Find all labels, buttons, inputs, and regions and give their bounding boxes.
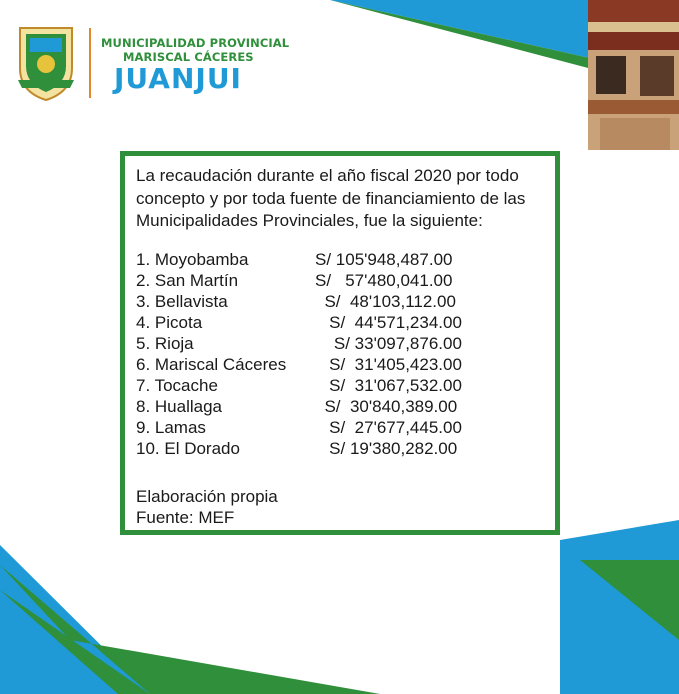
revenue-amount: S/ 44'571,234.00 (315, 313, 462, 332)
revenue-list (136, 250, 554, 460)
municipality-name: 9. Lamas (136, 418, 206, 437)
municipality-name: 10. El Dorado (136, 439, 240, 458)
municipality-name: 2. San Martín (136, 271, 239, 290)
revenue-amount: S/ 27'677,445.00 (315, 418, 462, 437)
list-item (136, 439, 554, 460)
footer-line-2: Fuente: MEF (136, 508, 235, 527)
revenue-amount: S/ 33'097,876.00 (315, 334, 462, 353)
revenue-amount: S/ 30'840,389.00 (315, 397, 458, 416)
municipality-name: 6. Mariscal Cáceres (136, 355, 287, 374)
footer-line-1: Elaboración propia (136, 487, 278, 506)
intro-text: La recaudación durante el año fiscal 2020 por todo concepto y por toda fuente de financiamiento de las Municipalidades Provinciales, fue la siguiente: (136, 166, 526, 230)
list-item (136, 334, 554, 355)
revenue-amount: S/ 31'405,423.00 (315, 355, 462, 374)
list-item (136, 250, 554, 271)
list-item (136, 355, 554, 376)
revenue-card (120, 151, 560, 535)
artwork-corner (588, 0, 679, 150)
city-name: JUANJUI (114, 62, 242, 95)
revenue-amount: S/ 57'480,041.00 (315, 271, 453, 290)
municipality-name: 8. Huallaga (136, 397, 223, 416)
municipality-name: 3. Bellavista (136, 292, 228, 311)
revenue-amount: S/ 19'380,282.00 (315, 439, 458, 458)
municipality-name: 1. Moyobamba (136, 250, 249, 269)
header-line-1: MUNICIPALIDAD PROVINCIAL (101, 36, 290, 50)
revenue-amount: S/ 31'067,532.00 (315, 376, 462, 395)
municipality-name: 4. Picota (136, 313, 203, 332)
source-note (136, 486, 278, 528)
list-item (136, 418, 554, 439)
header-line-2: MARISCAL CÁCERES (123, 50, 254, 64)
revenue-amount: S/ 48'103,112.00 (315, 292, 456, 311)
municipality-name: 5. Rioja (136, 334, 194, 353)
header (0, 0, 330, 110)
header-divider (89, 28, 91, 98)
list-item (136, 313, 554, 334)
list-item (136, 376, 554, 397)
list-item (136, 271, 554, 292)
list-item (136, 292, 554, 313)
list-item (136, 397, 554, 418)
revenue-amount: S/ 105'948,487.00 (315, 250, 453, 269)
municipality-name: 7. Tocache (136, 376, 218, 395)
municipal-crest-icon (14, 22, 78, 102)
